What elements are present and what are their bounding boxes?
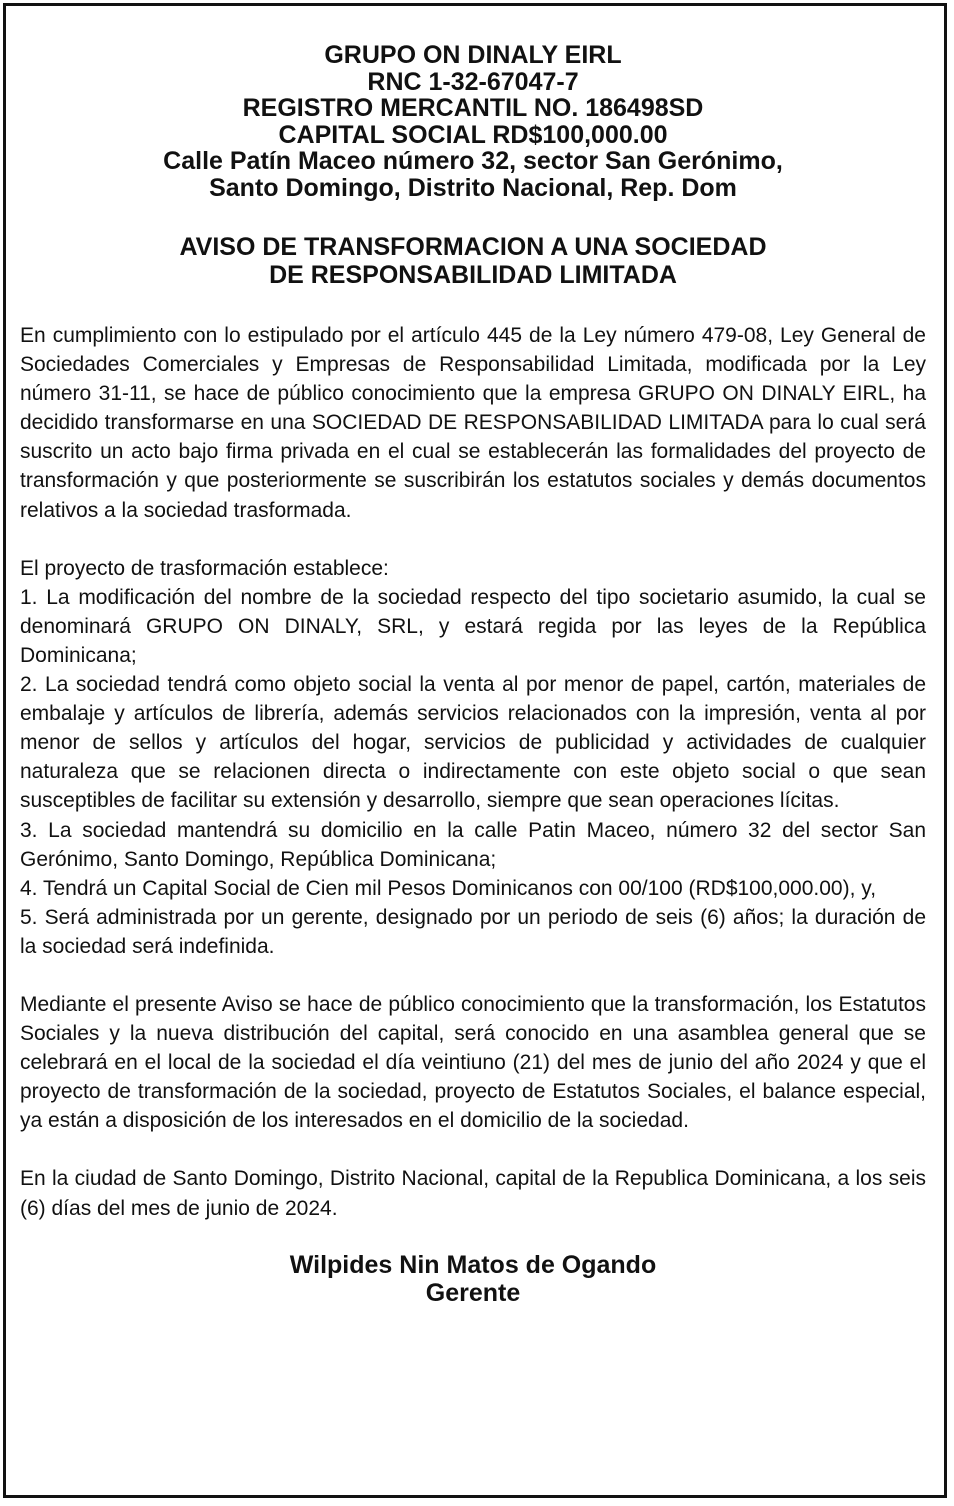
signatory-role: Gerente [425, 1278, 521, 1307]
company-registro: REGISTRO MERCANTIL NO. 186498SD [242, 94, 704, 122]
company-rnc: RNC 1-32-67047-7 [367, 67, 579, 96]
project-heading: El proyecto de trasformación establece: [20, 556, 389, 580]
company-address-line1: Calle Patín Maceo número 32, sector San Gerónimo, [163, 147, 783, 175]
signatory-name: Wilpides Nin Matos de Ogando [289, 1250, 657, 1279]
project-item-1: 1. La modificación del nombre de la sociedad respecto del tipo societario asumido, la cual se denominará GRUPO ON DINALY, SRL, y estará regida por las leyes de la República Dominicana; [20, 585, 926, 667]
intro-paragraph: En cumplimiento con lo estipulado por el artículo 445 de la Ley número 479-08, Ley General de Sociedades Comerciales y Empresas de Responsabilidad Limitada, modificada por la Ley número 31-11, se hace de público conocimiento que la empresa GRUPO ON DINALY EIRL, ha decidido transformarse en una SOCIEDAD DE RESPONSABILIDAD LIMITADA para lo cual será suscrito un acto bajo firma privada en el cual se establecerán las formalidades del proyecto de transformación y que posteriormente se suscribirán los estatutos sociales y demás documentos relativos a la sociedad trasformada. [20, 324, 926, 522]
project-section [20, 554, 926, 961]
notice-title-line1: AVISO DE TRANSFORMACION A UNA SOCIEDAD [179, 233, 767, 261]
notice-content [20, 42, 926, 1307]
notice-paragraph: Mediante el presente Aviso se hace de público conocimiento que la transformación, los Estatutos Sociales y la nueva distribución del capital, será conocido en una asamblea general que se celebrará en el local de la sociedad el día veintiuno (21) del mes de junio del año 2024 y que el proyecto de transformación de la sociedad, proyecto de Estatutos Sociales, el balance especial, ya están a disposición de los interesados en el domicilio de la sociedad. [20, 992, 926, 1133]
signature-block [20, 1251, 926, 1307]
project-item-4: 4. Tendrá un Capital Social de Cien mil Pesos Dominicanos con 00/100 (RD$100,000.00), y, [20, 876, 877, 900]
company-name: GRUPO ON DINALY EIRL [324, 41, 622, 69]
closing-paragraph: En la ciudad de Santo Domingo, Distrito Nacional, capital de la Republica Dominicana, a los seis (6) días del mes de junio de 2024. [20, 1167, 926, 1220]
project-item-2: 2. La sociedad tendrá como objeto social la venta al por menor de papel, cartón, materiales de embalaje y artículos de librería, además servicios relacionados con la impresión, venta al por menor de sellos y artículos del hogar, servicios de publicidad y actividades de cualquier naturaleza que se relacionen directa o indirectamente con este objeto social o que sean susceptibles de facilitar su extensión y desarrollo, siempre que sean operaciones lícitas. [20, 673, 926, 813]
company-header [20, 42, 926, 201]
notice-title-line2: DE RESPONSABILIDAD LIMITADA [269, 261, 677, 289]
company-address-line2: Santo Domingo, Distrito Nacional, Rep. Dom [209, 173, 737, 202]
project-item-3: 3. La sociedad mantendrá su domicilio en la calle Patin Maceo, número 32 del sector San Gerónimo, Santo Domingo, República Dominicana; [20, 818, 926, 871]
company-capital: CAPITAL SOCIAL RD$100,000.00 [278, 120, 668, 149]
notice-title [20, 233, 926, 289]
project-item-5: 5. Será administrada por un gerente, designado por un periodo de seis (6) años; la duración de la sociedad será indefinida. [20, 905, 926, 958]
